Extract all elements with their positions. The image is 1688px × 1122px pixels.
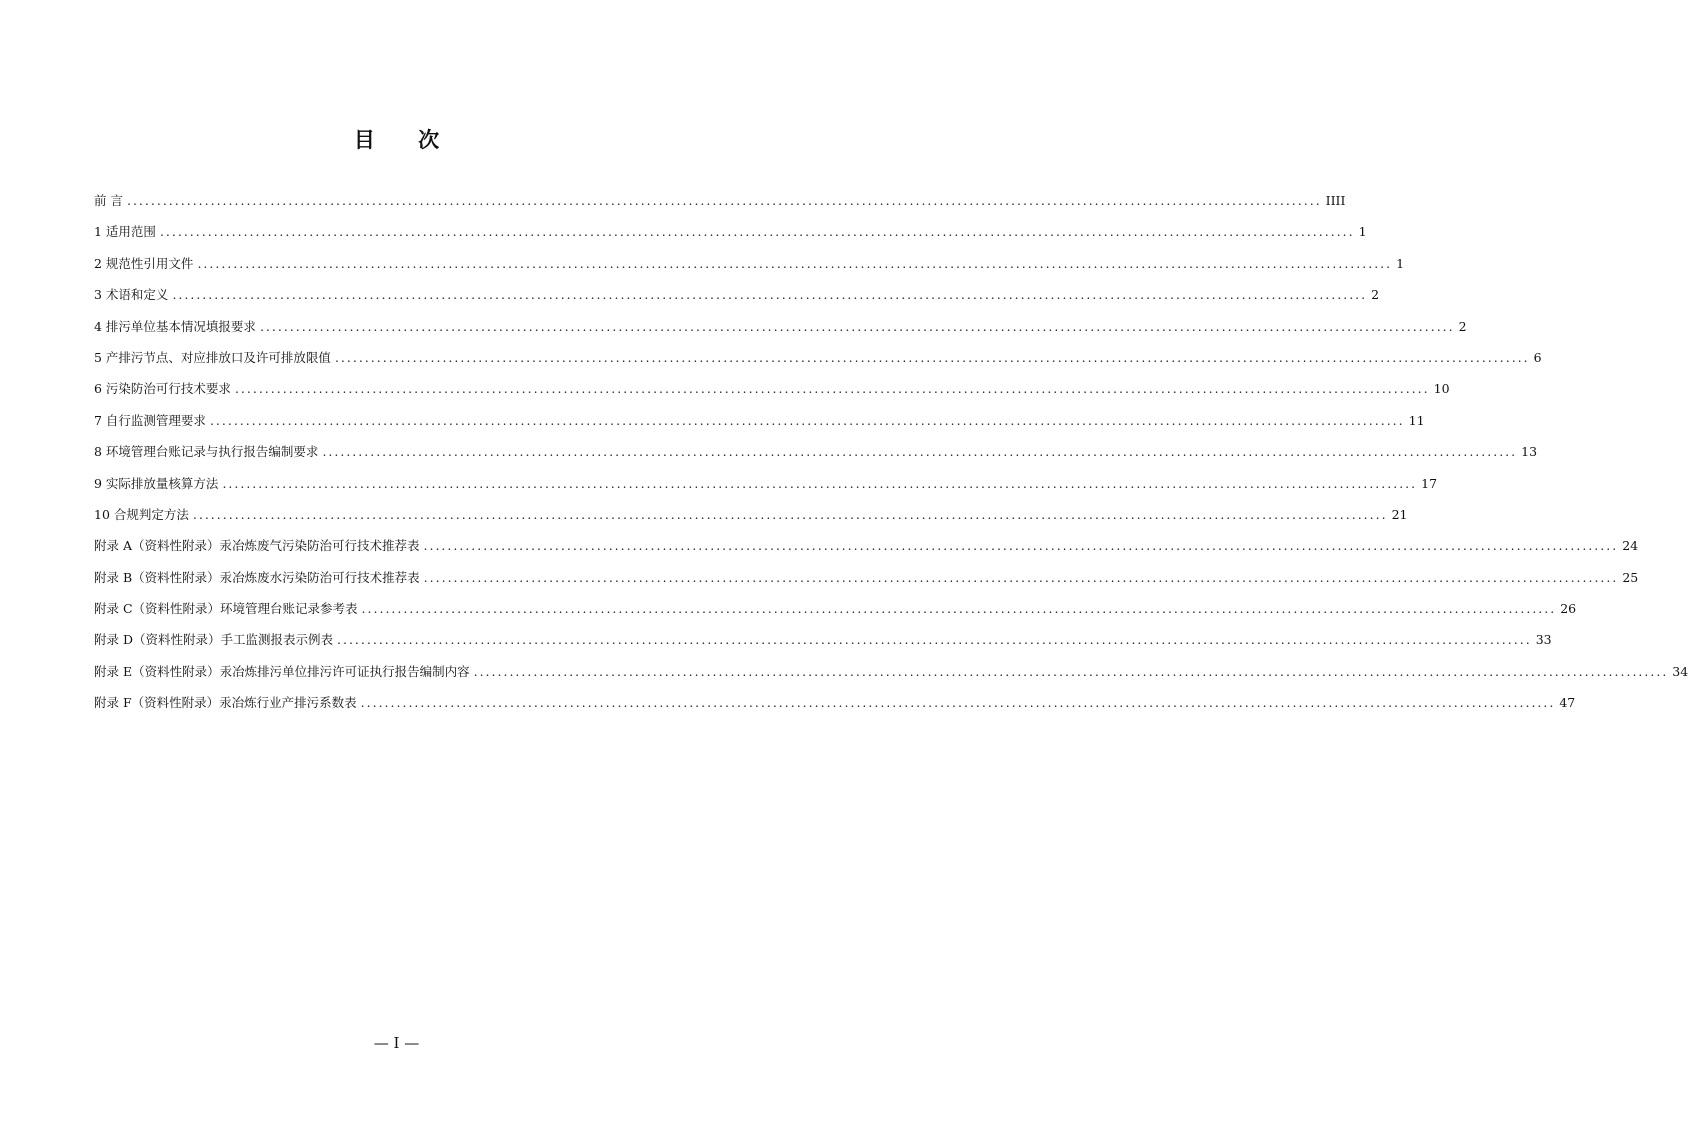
toc-entry-page: 24 — [1622, 538, 1639, 554]
toc-entry-label: 6 污染防治可行技术要求 — [94, 381, 231, 397]
toc-entry-page: 1 — [1396, 255, 1405, 271]
toc-leader-dots: ........................................................................................................................................................................................................ — [423, 538, 1619, 554]
toc-entry[interactable] — [94, 599, 1577, 630]
toc-entry[interactable] — [94, 474, 1438, 505]
toc-entry-page: 21 — [1391, 506, 1408, 522]
toc-entry-label: 8 环境管理台账记录与执行报告编制要求 — [94, 444, 319, 460]
toc-leader-dots: ........................................................................................................................................................................................................ — [159, 224, 1355, 240]
toc-entry[interactable] — [94, 379, 1450, 410]
toc-leader-dots: ........................................................................................................................................................................................................ — [192, 506, 1388, 522]
toc-leader-dots: ........................................................................................................................................................................................................ — [360, 695, 1556, 711]
toc-entry[interactable] — [94, 348, 1542, 379]
toc-entry-page: 17 — [1421, 475, 1438, 491]
toc-entry-label: 附录 B（资料性附录）汞冶炼废水污染防治可行技术推荐表 — [94, 569, 420, 585]
toc-leader-dots: ........................................................................................................................................................................................................ — [361, 601, 1557, 617]
toc-entry[interactable] — [94, 630, 1552, 661]
toc-leader-dots: ........................................................................................................................................................................................................ — [234, 381, 1430, 397]
toc-leader-dots: ........................................................................................................................................................................................................ — [222, 475, 1418, 491]
toc-entry-label: 附录 E（资料性附录）汞冶炼排污单位排污许可证执行报告编制内容 — [94, 663, 470, 679]
toc-entry-label: 4 排污单位基本情况填报要求 — [94, 318, 256, 334]
toc-entry-label: 前 言 — [94, 193, 123, 208]
toc-entry-label: 附录 D（资料性附录）手工监测报表示例表 — [94, 632, 333, 648]
toc-entry[interactable] — [94, 662, 1688, 693]
toc-entry[interactable] — [94, 568, 1639, 599]
toc-entry[interactable] — [94, 317, 1467, 348]
toc-leader-dots: ........................................................................................................................................................................................................ — [473, 663, 1669, 679]
toc-entry-label: 7 自行监测管理要求 — [94, 412, 206, 428]
toc-leader-dots: ........................................................................................................................................................................................................ — [126, 193, 1322, 208]
toc-entry[interactable] — [94, 222, 1367, 253]
toc-leader-dots: ........................................................................................................................................................................................................ — [322, 444, 1518, 460]
toc-entry-label: 10 合规判定方法 — [94, 506, 189, 522]
toc-entry-page: 2 — [1458, 318, 1467, 334]
toc-entry-page: 10 — [1433, 381, 1450, 397]
toc-entry[interactable] — [94, 505, 1408, 536]
toc-entry-page: IIII — [1325, 193, 1346, 208]
toc-entry-page: 26 — [1560, 601, 1577, 617]
toc-entry-label: 5 产排污节点、对应排放口及许可排放限值 — [94, 349, 331, 365]
toc-entry[interactable] — [94, 191, 1346, 222]
toc-entry-label: 3 术语和定义 — [94, 287, 169, 303]
toc-entry[interactable] — [94, 285, 1380, 316]
toc-leader-dots: ........................................................................................................................................................................................................ — [197, 255, 1393, 271]
toc-entry[interactable] — [94, 411, 1425, 442]
toc-leader-dots: ........................................................................................................................................................................................................ — [334, 349, 1530, 365]
toc-entry-page: 11 — [1408, 412, 1425, 428]
table-of-contents — [94, 191, 1688, 725]
toc-entry-page: 2 — [1371, 287, 1380, 303]
toc-entry-page: 33 — [1535, 632, 1552, 648]
toc-entry-label: 1 适用范围 — [94, 224, 156, 240]
toc-entry-label: 附录 F（资料性附录）汞冶炼行业产排污系数表 — [94, 695, 357, 711]
toc-entry-page: 1 — [1358, 224, 1367, 240]
page-number-footer: — I — — [373, 1034, 420, 1052]
toc-entry[interactable] — [94, 442, 1538, 473]
toc-entry-label: 2 规范性引用文件 — [94, 255, 194, 271]
toc-entry-page: 25 — [1622, 569, 1639, 585]
toc-entry-page: 34 — [1672, 663, 1688, 679]
toc-leader-dots: ........................................................................................................................................................................................................ — [423, 569, 1619, 585]
toc-entry-page: 47 — [1559, 695, 1576, 711]
toc-entry-page: 6 — [1533, 349, 1542, 365]
toc-leader-dots: ........................................................................................................................................................................................................ — [337, 632, 1532, 648]
toc-leader-dots: ........................................................................................................................................................................................................ — [172, 287, 1368, 303]
toc-entry[interactable] — [94, 536, 1639, 567]
toc-entry-label: 附录 C（资料性附录）环境管理台账记录参考表 — [94, 601, 358, 617]
toc-leader-dots: ........................................................................................................................................................................................................ — [209, 412, 1405, 428]
toc-entry[interactable] — [94, 693, 1576, 724]
page-title: 目 次 — [353, 128, 458, 152]
toc-entry[interactable] — [94, 254, 1405, 285]
toc-entry-label: 附录 A（资料性附录）汞冶炼废气污染防治可行技术推荐表 — [94, 538, 420, 554]
toc-entry-label: 9 实际排放量核算方法 — [94, 475, 219, 491]
toc-leader-dots: ........................................................................................................................................................................................................ — [259, 318, 1455, 334]
toc-entry-page: 13 — [1521, 444, 1538, 460]
